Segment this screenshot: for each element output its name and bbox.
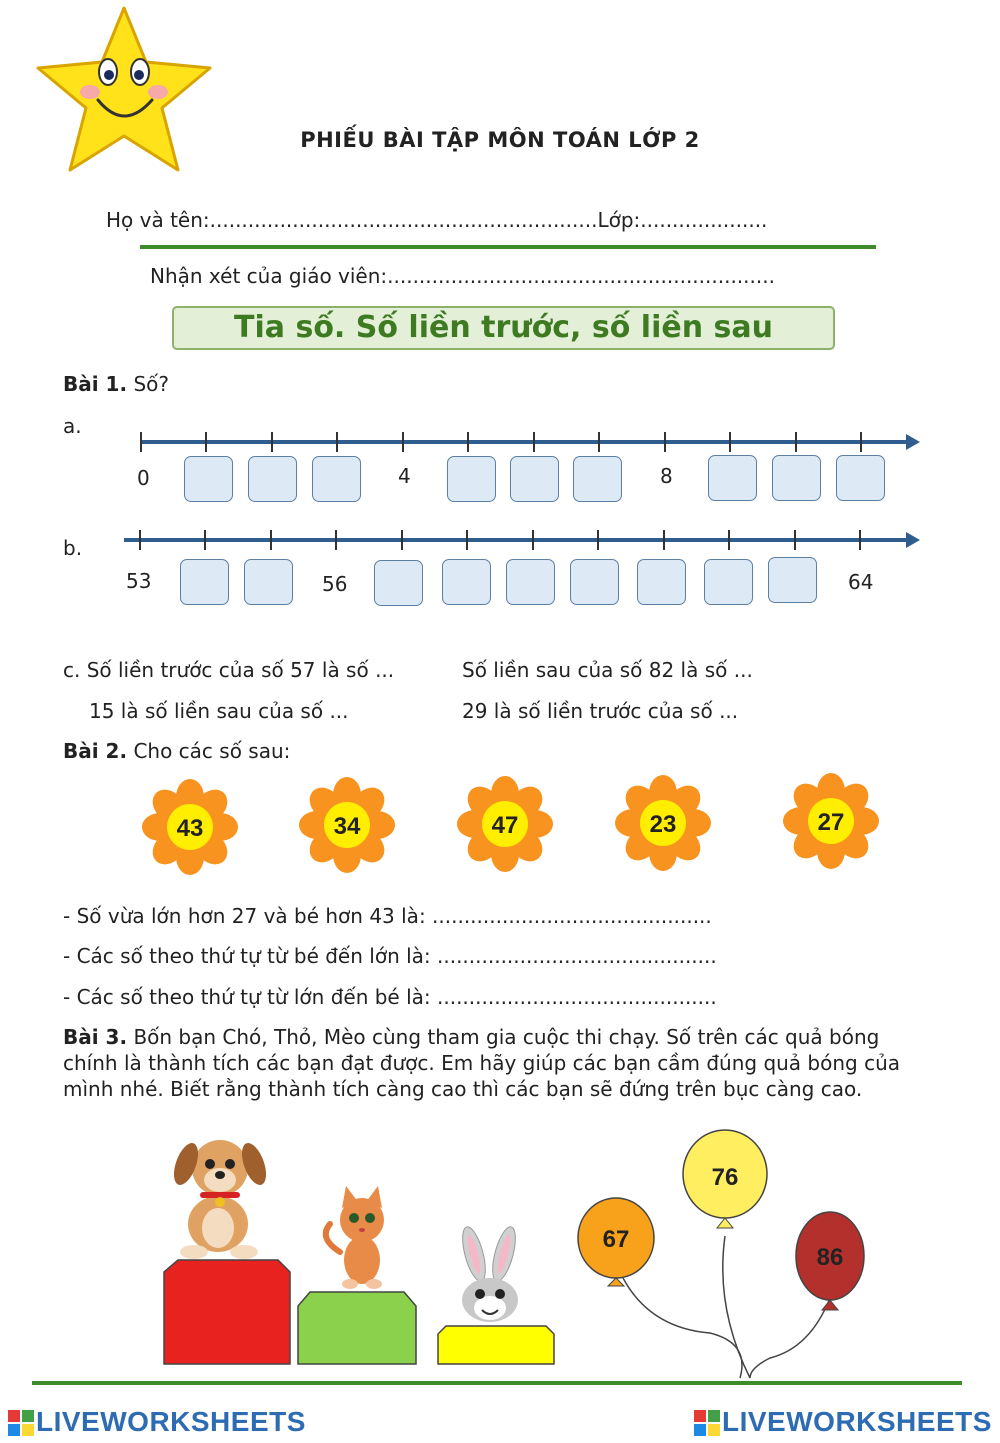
flower-number: 43 [176, 815, 204, 842]
number-line-b-label: 64 [848, 570, 874, 594]
flower-number: 23 [649, 811, 677, 838]
part-c-question-4[interactable]: 29 là số liền trước của số ... [462, 699, 739, 723]
exercise-2-heading [63, 739, 290, 763]
answer-box[interactable] [704, 559, 753, 605]
rabbit-icon [458, 1225, 520, 1322]
answer-box[interactable] [772, 455, 821, 501]
answer-box[interactable] [510, 456, 559, 502]
brand-text: LIVEWORKSHEETS [36, 1406, 306, 1437]
exercise-2-label: Bài 2. [63, 739, 128, 763]
number-line-b-label: 53 [126, 569, 152, 593]
answer-box[interactable] [244, 559, 293, 605]
exercise-1-label: Bài 1. [63, 372, 128, 396]
dog-icon [169, 1140, 271, 1259]
exercise-2-prompt: Cho các số sau: [133, 739, 291, 763]
header-divider [140, 245, 876, 249]
answer-box[interactable] [447, 456, 496, 502]
number-line-b [120, 526, 930, 558]
answer-box[interactable] [768, 557, 817, 603]
teacher-comment-line[interactable]: Nhận xét của giáo viên:............................................................. [150, 264, 775, 288]
flower-number: 47 [491, 812, 519, 839]
liveworksheets-logo-icon [8, 1410, 34, 1436]
page-title: PHIẾU BÀI TẬP MÔN TOÁN LỚP 2 [300, 128, 700, 152]
balloon-yellow [683, 1130, 767, 1228]
flower-number: 27 [817, 809, 845, 836]
number-line-a [130, 426, 930, 458]
balloon-number: 76 [711, 1164, 739, 1191]
balloon-red [796, 1212, 864, 1310]
exercise-3-paragraph [63, 1024, 923, 1102]
answer-box[interactable] [570, 559, 619, 605]
answer-box[interactable] [180, 559, 229, 605]
podium-yellow [438, 1326, 554, 1364]
number-line-a-label: 4 [398, 464, 411, 488]
podium-scene [150, 1128, 900, 1380]
exercise-3-text: Bốn bạn Chó, Thỏ, Mèo cùng tham gia cuộc thi chạy. Số trên các quả bóng chính là thành tích các bạn đạt được. Em hãy giúp các bạn cầm đúng quả bóng của mình nhé. Biết rằng thành tích càng cao thì các bạn sẽ đứng trên bục càng cao. [63, 1025, 901, 1101]
exercise-2-question-1[interactable]: - Số vừa lớn hơn 27 và bé hơn 43 là: ............................................ [63, 904, 712, 928]
topic-banner: Tia số. Số liền trước, số liền sau [172, 306, 835, 350]
flower-icon [142, 779, 238, 875]
exercise-1-heading [63, 372, 169, 396]
answer-box[interactable] [184, 456, 233, 502]
exercise-1-prompt: Số? [133, 372, 169, 396]
cat-icon [326, 1186, 384, 1289]
brand-text: LIVEWORKSHEETS [722, 1406, 992, 1437]
balloon-number: 86 [816, 1244, 844, 1271]
podium-green [298, 1292, 416, 1364]
podium-red [164, 1260, 290, 1364]
liveworksheets-logo-icon [694, 1410, 720, 1436]
footer-brand-right[interactable] [694, 1408, 994, 1438]
part-a-label: a. [63, 414, 82, 438]
exercise-3-label: Bài 3. [63, 1025, 128, 1049]
flowers-row [0, 768, 1000, 883]
flower-icon [783, 773, 879, 869]
answer-box[interactable] [836, 455, 885, 501]
footer-divider [32, 1381, 962, 1385]
name-class-line[interactable]: Họ và tên:.............................................................Lớp:.................... [106, 208, 768, 232]
balloon-orange [578, 1198, 654, 1286]
number-line-a-label: 0 [137, 466, 150, 490]
balloon-number: 67 [602, 1226, 630, 1253]
part-c-question-2[interactable]: Số liền sau của số 82 là số ... [462, 658, 753, 682]
exercise-2-question-2[interactable]: - Các số theo thứ tự từ bé đến lớn là: ............................................ [63, 944, 717, 968]
number-line-a-label: 8 [660, 464, 673, 488]
answer-box[interactable] [442, 559, 491, 605]
flower-icon [299, 777, 395, 873]
answer-box[interactable] [506, 559, 555, 605]
part-c-question-1[interactable]: c. Số liền trước của số 57 là số ... [63, 658, 395, 682]
answer-box[interactable] [374, 560, 423, 606]
footer-brand-left[interactable] [8, 1408, 318, 1438]
answer-box[interactable] [248, 456, 297, 502]
flower-icon [457, 776, 553, 872]
exercise-2-question-3[interactable]: - Các số theo thứ tự từ lớn đến bé là: ............................................ [63, 985, 717, 1009]
answer-box[interactable] [708, 455, 757, 501]
answer-box[interactable] [637, 559, 686, 605]
flower-number: 34 [333, 813, 361, 840]
answer-box[interactable] [312, 456, 361, 502]
part-c-question-3[interactable]: 15 là số liền sau của số ... [89, 699, 349, 723]
part-b-label: b. [63, 536, 83, 560]
number-line-b-label: 56 [322, 572, 348, 596]
answer-box[interactable] [573, 456, 622, 502]
flower-icon [615, 775, 711, 871]
